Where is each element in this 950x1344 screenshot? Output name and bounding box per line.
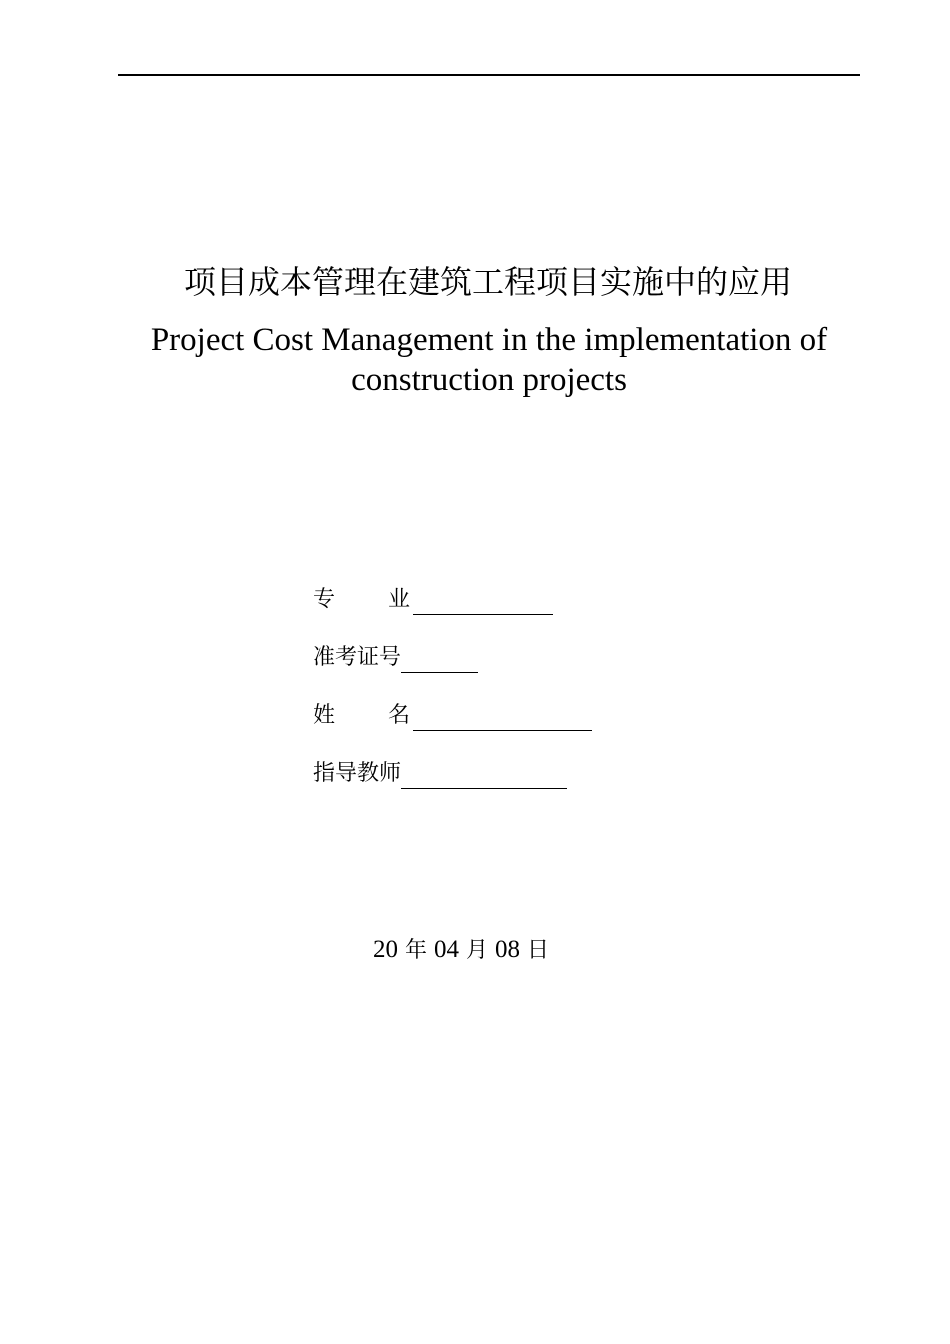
major-label-char-1: 专	[313, 587, 336, 612]
english-title	[118, 320, 860, 400]
name-label-char-2: 名	[388, 703, 411, 728]
exam-id-field	[313, 643, 478, 673]
date-day: 08	[495, 936, 521, 963]
exam-id-label: 准考证号	[313, 645, 402, 670]
date-year-unit: 年	[405, 938, 428, 963]
date-month-unit: 月	[466, 938, 489, 963]
date-year: 20	[373, 936, 398, 963]
advisor-input-line[interactable]	[401, 764, 567, 789]
name-input-line[interactable]	[413, 706, 592, 731]
major-label-char-2: 业	[388, 587, 411, 612]
header-rule	[118, 74, 860, 76]
english-title-line-2: construction projects	[351, 362, 627, 398]
english-title-line-1: Project Cost Management in the implementation of	[150, 322, 828, 358]
name-label	[313, 701, 413, 731]
name-field	[313, 701, 592, 731]
major-label	[313, 585, 413, 615]
date-day-unit: 日	[527, 938, 550, 963]
chinese-title: 项目成本管理在建筑工程项目实施中的应用	[183, 263, 792, 301]
date-month: 04	[434, 936, 460, 963]
date-line	[373, 935, 549, 966]
advisor-field	[313, 759, 567, 789]
major-field	[313, 585, 553, 615]
major-input-line[interactable]	[413, 590, 553, 615]
advisor-label: 指导教师	[313, 761, 402, 786]
exam-id-input-line[interactable]	[401, 648, 478, 673]
name-label-char-1: 姓	[313, 703, 336, 728]
